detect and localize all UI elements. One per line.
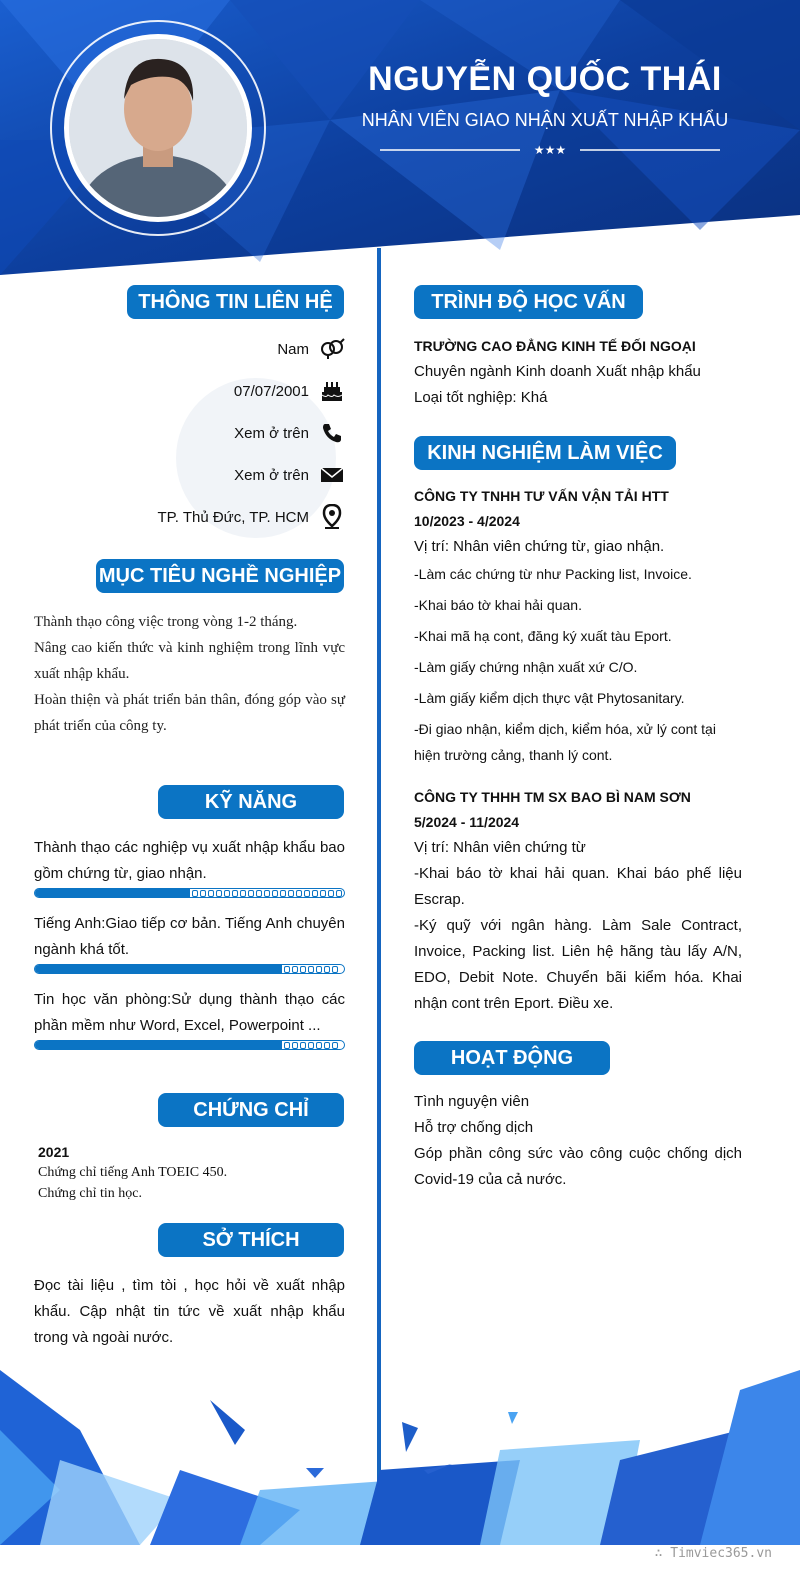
certificate-item: Chứng chỉ tin học.: [38, 1186, 143, 1201]
skill-bar-dots: [282, 965, 344, 973]
contact-gender: [277, 337, 345, 361]
activity-role: Tình nguyện viên: [414, 1093, 530, 1110]
activity-desc: Góp phần công sức vào công cuộc chống dịch Covid-19 của cả nước.: [414, 1145, 742, 1188]
skill-bar: [34, 964, 345, 974]
footer-background: [0, 1370, 800, 1545]
skill-dot: [240, 890, 246, 897]
contact-address-text: TP. Thủ Đức, TP. HCM: [157, 508, 309, 526]
skill-dot: [280, 890, 286, 897]
skill-dot: [192, 890, 198, 897]
contact-birthday-text: 07/07/2001: [233, 382, 309, 400]
certificates-heading: CHỨNG CHỈ: [158, 1093, 344, 1127]
hobbies-heading: SỞ THÍCH: [158, 1223, 344, 1257]
skill-dot: [200, 890, 206, 897]
contact-email: [234, 463, 345, 487]
skill-dot: [308, 966, 314, 973]
contact-address: [158, 505, 345, 529]
activities-block: [414, 1089, 742, 1193]
skill-dot: [316, 966, 322, 973]
skill-dot: [304, 890, 310, 897]
job-duty: -Ký quỹ với ngân hàng. Làm Sale Contract, Invoice, Packing list. Liên hệ hãng tàu lấy A/N, EDO, Debit Note. Chuyển bãi kiểm hóa. Khai nhận cont trên Eport. Điều xe.: [414, 917, 742, 1012]
experience-heading: KINH NGHIỆM LÀM VIỆC: [414, 436, 676, 470]
skill-dot: [324, 966, 330, 973]
candidate-name: NGUYỄN QUỐC THÁI: [368, 60, 722, 98]
job-period: 5/2024 - 11/2024: [414, 814, 520, 830]
skill-dot: [264, 890, 270, 897]
skill-text: Tin học văn phòng:Sử dụng thành thạo các phần mềm như Word, Excel, Powerpoint ...: [34, 991, 345, 1034]
education-major: Chuyên ngành Kinh doanh Xuất nhập khẩu: [414, 363, 701, 380]
avatar: [64, 34, 252, 222]
phone-icon: [319, 421, 345, 445]
svg-text:★★★: ★★★: [533, 143, 567, 157]
job-company: CÔNG TY TNHH TƯ VẤN VẬN TẢI HTT: [414, 488, 669, 504]
skill-dot: [312, 890, 318, 897]
skill-dot: [300, 1042, 306, 1049]
gender-icon: [319, 337, 345, 361]
job-company: CÔNG TY THHH TM SX BAO BÌ NAM SƠN: [414, 789, 691, 805]
skill-dot: [336, 890, 342, 897]
skill-dot: [292, 1042, 298, 1049]
title-divider: [380, 142, 720, 158]
activity-name: Hỗ trợ chống dịch: [414, 1119, 534, 1136]
skill-dot: [288, 890, 294, 897]
skill-dot: [308, 1042, 314, 1049]
brand-watermark: ∴ Timviec365.vn: [654, 1546, 772, 1561]
mail-icon: [319, 463, 345, 487]
contact-gender-text: Nam: [277, 340, 309, 358]
education-school: TRƯỜNG CAO ĐẲNG KINH TẾ ĐỐI NGOẠI: [414, 338, 696, 354]
skill-dot: [296, 890, 302, 897]
job-duty: -Khai báo tờ khai hải quan.: [414, 597, 582, 613]
job-duty: -Khai báo tờ khai hải quan. Khai báo phế liệu Escrap.: [414, 865, 742, 908]
skill-dot: [272, 890, 278, 897]
contact-phone: [234, 421, 345, 445]
skill-dot: [332, 1042, 338, 1049]
skill-bar-dots: [190, 889, 345, 897]
skill-dot: [256, 890, 262, 897]
skill-dot: [248, 890, 254, 897]
candidate-title: NHÂN VIÊN GIAO NHẬN XUẤT NHẬP KHẨU: [361, 110, 729, 130]
column-divider: [377, 248, 381, 1500]
job-duty: -Đi giao nhận, kiểm dịch, kiểm hóa, xử lý cont tại hiện trường cảng, thanh lý cont.: [414, 721, 716, 763]
birthday-cake-icon: [319, 379, 345, 403]
contact-phone-text: Xem ở trên: [234, 424, 309, 442]
contact-heading: THÔNG TIN LIÊN HỆ: [127, 285, 344, 319]
certificates-list: [38, 1142, 338, 1204]
objective-heading: MỤC TIÊU NGHỀ NGHIỆP: [96, 559, 344, 593]
skill-text: Tiếng Anh:Giao tiếp cơ bản. Tiếng Anh chuyên ngành khá tốt.: [34, 915, 345, 958]
objective-line: Thành thạo công việc trong vòng 1-2 tháng.: [34, 614, 298, 630]
skill-dot: [320, 890, 326, 897]
skill-dot: [232, 890, 238, 897]
skill-dot: [208, 890, 214, 897]
job-duty: -Làm giấy chứng nhận xuất xứ C/O.: [414, 659, 638, 675]
job-duty: -Khai mã hạ cont, đăng ký xuất tàu Eport.: [414, 628, 672, 644]
skill-dot: [300, 966, 306, 973]
skill-bar: [34, 1040, 345, 1050]
job-2: [414, 785, 742, 1017]
objective-line: Hoàn thiện và phát triển bản thân, đóng góp vào sự phát triển của công ty.: [34, 692, 345, 734]
contact-birthday: [234, 379, 345, 403]
skill-dot: [284, 1042, 290, 1049]
education-block: [414, 333, 742, 411]
skill-bar-fill: [35, 889, 190, 897]
contact-email-text: Xem ở trên: [234, 466, 309, 484]
education-heading: TRÌNH ĐỘ HỌC VẤN: [414, 285, 643, 319]
skill-dot: [224, 890, 230, 897]
skill-dot: [324, 1042, 330, 1049]
activities-heading: HOẠT ĐỘNG: [414, 1041, 610, 1075]
skills-heading: KỸ NĂNG: [158, 785, 344, 819]
skill-text: Thành thạo các nghiệp vụ xuất nhập khẩu bao gồm chứng từ, giao nhận.: [34, 839, 345, 882]
avatar-photo: [69, 39, 247, 217]
education-grade: Loại tốt nghiệp: Khá: [414, 389, 548, 406]
job-period: 10/2023 - 4/2024: [414, 513, 520, 529]
objective-line: Nâng cao kiến thức và kinh nghiệm trong lĩnh vực xuất nhập khẩu.: [34, 640, 345, 682]
skill-bar-dots: [282, 1041, 344, 1049]
job-position: Vị trí: Nhân viên chứng từ: [414, 839, 586, 856]
skill-dot: [316, 1042, 322, 1049]
skill-bar: [34, 888, 345, 898]
skill-dot: [284, 966, 290, 973]
job-1: [414, 484, 742, 768]
skill-dot: [216, 890, 222, 897]
location-pin-icon: [319, 505, 345, 529]
skill-dot: [292, 966, 298, 973]
job-duty: -Làm các chứng từ như Packing list, Invoice.: [414, 566, 692, 582]
skill-bar-fill: [35, 965, 282, 973]
skill-dot: [328, 890, 334, 897]
objective-text: [34, 609, 345, 739]
certificate-year: 2021: [38, 1144, 70, 1160]
certificate-item: Chứng chỉ tiếng Anh TOEIC 450.: [38, 1165, 228, 1180]
hobbies-text: Đọc tài liệu , tìm tòi , học hỏi về xuất nhập khẩu. Cập nhật tin tức về xuất nhập khẩu trong và ngoài nước.: [34, 1277, 345, 1346]
job-duty: -Làm giấy kiểm dịch thực vật Phytosanitary.: [414, 690, 685, 706]
job-position: Vị trí: Nhân viên chứng từ, giao nhận.: [414, 538, 665, 555]
skill-bar-fill: [35, 1041, 282, 1049]
skill-dot: [332, 966, 338, 973]
